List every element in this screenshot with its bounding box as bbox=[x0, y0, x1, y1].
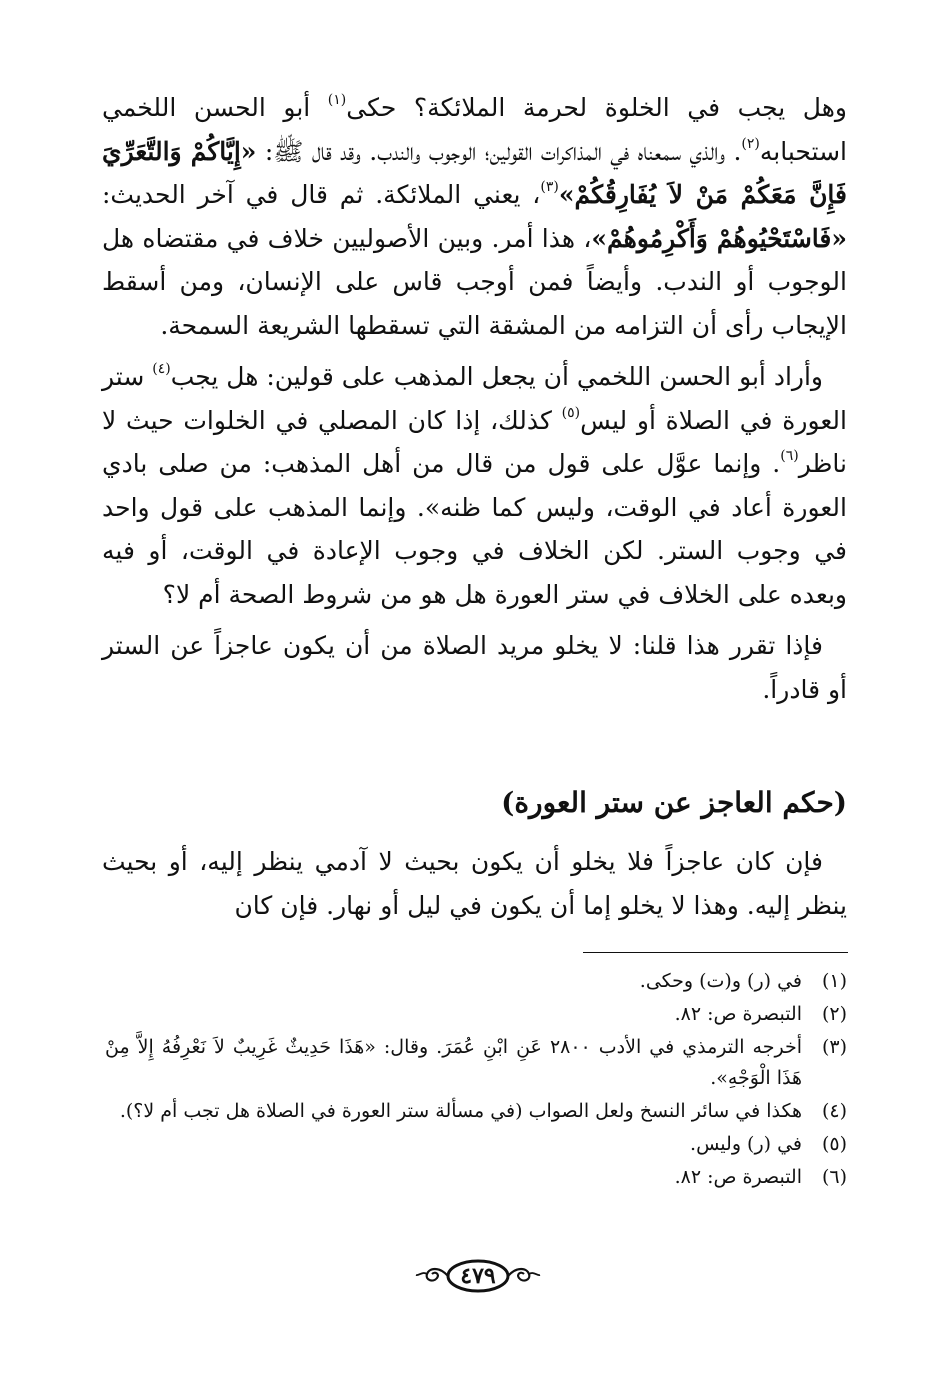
footnote-ref-2: (٢) bbox=[741, 135, 760, 152]
footnote-text: في (ر) و(ت) وحكى. bbox=[639, 970, 802, 992]
paragraph-1 bbox=[102, 86, 847, 347]
footnote-number: (٦) bbox=[821, 1166, 847, 1188]
footnote-number: (٢) bbox=[821, 1003, 847, 1025]
paragraph-4: فإن كان عاجزاً فلا يخلو أن يكون بحيث لا آدمي ينظر إليه، أو بحيث ينظر إليه. وهذا لا يخلو إما أن يكون في ليل أو نهار. فإن كان bbox=[102, 847, 847, 920]
footnote-divider bbox=[583, 952, 848, 953]
footnote-number: (١) bbox=[821, 970, 847, 992]
footnote-item bbox=[105, 1162, 847, 1193]
hadith-quote-1: «إِيَّاكُمْ وَالتَّعَرِّيَ فَإِنَّ مَعَكُمْ مَنْ لاَ يُفَارِقُكُمْ» bbox=[102, 136, 847, 209]
text-run: وأراد أبو الحسن اللخمي أن يجعل المذهب على قولين: هل يجب bbox=[170, 362, 823, 391]
footnote-number: (٤) bbox=[821, 1100, 847, 1122]
footnote-ref-6: (٦) bbox=[780, 448, 799, 464]
footnote-ref-3: (٣) bbox=[540, 179, 559, 195]
page-number-ornament bbox=[415, 1256, 541, 1296]
text-run: وهل يجب في الخلوة لحرمة الملائكة؟ حكى bbox=[346, 93, 847, 122]
footnote-number: (٥) bbox=[821, 1133, 847, 1155]
footnote-text: التبصرة ص: ٨٢. bbox=[674, 1166, 802, 1188]
page-number: ٤٧٩ bbox=[460, 1263, 496, 1289]
text-run: . وإنما عوَّل على قول من قال من أهل المذهب: من صلى بادي العورة أعاد في الوقت، وليس كما ظنه». وإنما المذهب على قول واحد في وجوب الستر. لكن الخلاف في وجوب الإعادة في الوقت، أو فيه وبعده على الخلاف في ستر العورة هل هو من شروط الصحة أم لا؟ bbox=[102, 449, 847, 609]
footnote-number: (٣) bbox=[821, 1036, 847, 1058]
text-run: أبو الحسن اللخمي استحبابه bbox=[102, 93, 847, 166]
text-run: ، يعني الملائكة. ثم قال في آخر الحديث: bbox=[102, 180, 541, 209]
footnote-text: التبصرة ص: ٨٢. bbox=[674, 1003, 802, 1025]
footnote-item bbox=[105, 1129, 847, 1160]
paragraph-2 bbox=[102, 355, 847, 616]
footnote-ref-1: (١) bbox=[327, 92, 347, 108]
footnote-item bbox=[105, 1032, 847, 1094]
footnote-item bbox=[105, 1096, 847, 1127]
footnote-text: في (ر) وليس. bbox=[690, 1133, 802, 1155]
footnote-item bbox=[105, 966, 847, 997]
footnote-ref-5: (٥) bbox=[561, 404, 581, 421]
paragraph-3: فإذا تقرر هذا قلنا: لا يخلو مريد الصلاة من أن يكون عاجزاً عن الستر أو قادراً. bbox=[102, 631, 847, 704]
text-run: . والذي سمعناه في المذاكرات القولين؛ الوجوب والندب. وقد قال ﷺ: bbox=[256, 136, 742, 166]
footnote-item bbox=[105, 999, 847, 1030]
text-run: ، هذا أمر. وبين الأصوليين خلاف في مقتضاه هل الوجوب أو الندب. وأيضاً فمن أوجب قاس على الإنسان، ومن أسقط الإيجاب رأى أن التزامه من المشقة التي تسقطها الشريعة السمحة. bbox=[102, 223, 847, 340]
text-run: كذلك، إذا كان المصلي في الخلوات حيث لا ناظر bbox=[102, 405, 847, 478]
footnote-text: هكذا في سائر النسخ ولعل الصواب (في مسألة ستر العورة في الصلاة هل تجب أم لا؟). bbox=[119, 1100, 802, 1122]
section-heading: (حكم العاجز عن ستر العورة) bbox=[501, 786, 847, 819]
footnotes-list bbox=[105, 966, 847, 1195]
footnote-ref-4: (٤) bbox=[152, 361, 171, 377]
main-text bbox=[102, 86, 847, 711]
text-run: ستر العورة في الصلاة أو ليس bbox=[102, 362, 847, 435]
hadith-quote-2: «فَاسْتَحْيُوهُمْ وَأَكْرِمُوهُمْ» bbox=[591, 223, 847, 253]
footnote-text: أخرجه الترمذي في الأدب ٢٨٠٠ عَنِ ابْنِ عُمَرَ. وقال: «هَذَا حَدِيثٌ غَرِيبٌ لاَ نَعْرِفُهُ إِلاَّ مِنْ هَذَا الْوَجْهِ». bbox=[105, 1036, 802, 1089]
